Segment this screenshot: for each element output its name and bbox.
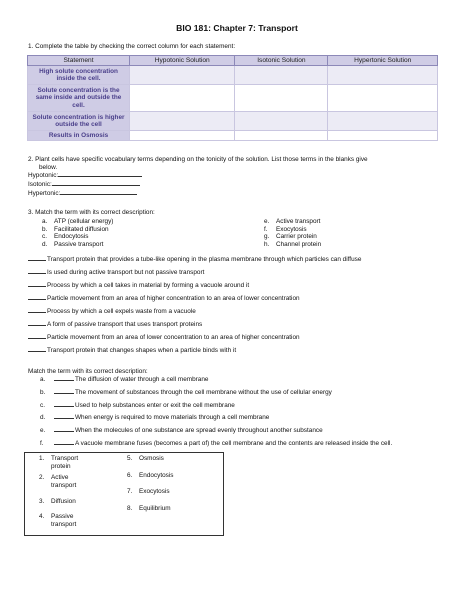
term-item [39, 474, 119, 489]
table-row [28, 85, 438, 112]
match-item [28, 308, 196, 316]
check-cell[interactable] [235, 112, 328, 131]
header-hypertonic: Hypertonic Solution [328, 56, 438, 66]
term-text: Endocytosis [139, 471, 174, 479]
hypertonic-blank[interactable] [60, 194, 137, 195]
term-text: Passive transport [51, 513, 77, 529]
check-cell[interactable] [235, 85, 328, 112]
match-item [28, 334, 300, 342]
term-box [24, 452, 224, 536]
statement-cell: Results in Osmosis [28, 131, 130, 141]
question-1-prompt: 1. Complete the table by checking the correct column for each statement: [28, 43, 236, 50]
answer-blank[interactable] [54, 431, 74, 432]
term-letter: a. [42, 218, 48, 225]
term-letter: e. [264, 218, 270, 225]
answer-blank[interactable] [28, 286, 46, 287]
term-text: Channel protein [276, 241, 322, 249]
item-letter: b. [40, 389, 46, 396]
term-item [127, 472, 219, 480]
term-item [264, 233, 321, 241]
match-item [40, 414, 269, 422]
term-number: 6. [127, 471, 133, 479]
match-text: Transport protein that provides a tube-like opening in the plasma membrane through which particles can diffuse [47, 256, 362, 263]
match-text: Is used during active transport but not passive transport [47, 269, 205, 276]
term-number: 5. [127, 455, 133, 462]
match-text: The movement of substances through the cell membrane without the use of cellular energy [75, 389, 332, 396]
match-text: Process by which a cell takes in material by forming a vacuole around it [47, 282, 250, 289]
match-item [40, 402, 235, 410]
header-hypotonic: Hypotonic Solution [130, 56, 235, 66]
term-text: Transport protein [51, 455, 79, 470]
check-cell[interactable] [328, 66, 438, 85]
match-item [28, 321, 202, 329]
match-text: Used to help substances enter or exit the cell membrane [75, 402, 235, 409]
term-number: 3. [39, 497, 45, 505]
term-item [127, 455, 219, 463]
match-text: Particle movement from an area of higher concentration to an area of lower concentration [47, 295, 300, 302]
term-letter: b. [42, 225, 48, 233]
term-number: 7. [127, 488, 133, 496]
statement-cell: High solute concentration inside the cell. [28, 66, 130, 85]
term-item [264, 226, 321, 234]
term-letter: g. [264, 233, 270, 241]
tonicity-table [27, 55, 438, 141]
match-item [40, 389, 332, 397]
term-number: 4. [39, 513, 45, 521]
term-text: Passive transport [54, 241, 104, 249]
match-item [40, 427, 323, 435]
match-text: When energy is required to move materials through a cell membrane [75, 414, 270, 421]
match-text: Particle movement from an area of lower concentration to an area of higher concentration [47, 334, 300, 341]
match-item [28, 347, 236, 355]
term-item [42, 218, 113, 226]
isotonic-row [28, 181, 140, 189]
table-header-row [28, 56, 438, 66]
match-item [28, 256, 361, 264]
header-statement: Statement [28, 56, 130, 66]
term-letter: f. [264, 225, 268, 233]
term-number: 8. [127, 505, 133, 513]
check-cell[interactable] [235, 131, 328, 141]
term-item [39, 498, 119, 506]
match-text: When the molecules of one substance are spread evenly throughout another substance [75, 427, 323, 434]
term-text: Diffusion [51, 497, 76, 505]
answer-blank[interactable] [28, 351, 46, 352]
statement-cell: Solute concentration is the same inside and outside the cell. [28, 85, 130, 112]
term-text: Equilibrium [139, 505, 171, 513]
hypertonic-row [28, 190, 137, 198]
item-letter: d. [40, 414, 46, 421]
answer-blank[interactable] [28, 312, 46, 313]
check-cell[interactable] [130, 131, 235, 141]
match-text: A form of passive transport that uses transport proteins [47, 321, 203, 328]
match-text: A vacuole membrane fuses (becomes a part of) the cell membrane and the contents are released inside the cell. [75, 440, 393, 447]
term-list-right [264, 218, 321, 249]
answer-blank[interactable] [54, 380, 74, 381]
answer-blank[interactable] [54, 418, 74, 419]
question-3-prompt: 3. Match the term with its correct description: [28, 209, 155, 216]
hypotonic-label: Hypotonic: [28, 172, 59, 179]
check-cell[interactable] [130, 85, 235, 112]
term-item [42, 233, 113, 241]
hypotonic-row [28, 172, 142, 180]
match-text: Transport protein that changes shapes when a particle binds with it [47, 347, 237, 354]
isotonic-blank[interactable] [52, 185, 140, 186]
isotonic-label: Isotonic: [28, 181, 52, 188]
term-text: Carrier protein [276, 233, 317, 241]
table-row [28, 131, 438, 141]
answer-blank[interactable] [28, 260, 46, 261]
term-item [39, 513, 119, 528]
answer-blank[interactable] [28, 273, 46, 274]
check-cell[interactable] [130, 66, 235, 85]
term-letter: c. [42, 233, 47, 241]
term-column-left [25, 453, 124, 536]
match-item [28, 269, 204, 277]
hypotonic-blank[interactable] [58, 176, 142, 177]
term-text: Osmosis [139, 455, 164, 462]
match-item [40, 440, 392, 448]
check-cell[interactable] [130, 112, 235, 131]
match-text: Process by which a cell expels waste from a vacuole [47, 308, 196, 315]
term-letter: d. [42, 241, 48, 249]
term-text: Active transport [51, 474, 77, 490]
table-row [28, 66, 438, 85]
question-2-prompt: 2. Plant cells have specific vocabulary terms depending on the tonicity of the solution. List those terms in the blanks give [28, 156, 368, 163]
term-number: 2. [39, 474, 45, 482]
term-column-right [123, 453, 224, 536]
check-cell[interactable] [235, 66, 328, 85]
check-cell[interactable] [328, 131, 438, 141]
term-item [42, 226, 113, 234]
item-letter: a. [40, 376, 46, 383]
term-list-left [42, 218, 113, 249]
term-item [42, 241, 113, 249]
question-4-prompt: Match the term with its correct description: [28, 368, 148, 375]
term-item [39, 455, 119, 470]
hypertonic-label: Hypertonic: [28, 190, 61, 197]
answer-blank[interactable] [28, 325, 46, 326]
match-text: The diffusion of water through a cell membrane [75, 376, 209, 383]
term-letter: h. [264, 241, 270, 249]
item-letter: f. [40, 440, 44, 447]
term-item [264, 241, 321, 249]
term-item [127, 505, 219, 513]
statement-cell: Solute concentration is higher outside the cell [28, 112, 130, 131]
term-item [127, 488, 219, 496]
term-text: Facilitated diffusion [54, 225, 109, 233]
term-number: 1. [39, 455, 45, 462]
answer-blank[interactable] [54, 406, 74, 407]
question-2-prompt-cont: below. [39, 164, 58, 171]
check-cell[interactable] [328, 85, 438, 112]
term-text: Active transport [276, 218, 321, 225]
term-text: Exocytosis [139, 488, 170, 496]
header-isotonic: Isotonic Solution [235, 56, 328, 66]
check-cell[interactable] [328, 112, 438, 131]
term-text: Endocytosis [54, 233, 89, 241]
page-title: BIO 181: Chapter 7: Transport [176, 23, 298, 33]
term-text: Exocytosis [276, 225, 307, 233]
term-item [264, 218, 321, 226]
answer-blank[interactable] [54, 393, 74, 394]
term-text: ATP (cellular energy) [54, 218, 114, 225]
answer-blank[interactable] [28, 338, 46, 339]
table-row [28, 112, 438, 131]
match-item [28, 282, 249, 290]
item-letter: c. [40, 402, 45, 409]
match-item [28, 295, 300, 303]
match-item [40, 376, 208, 384]
answer-blank[interactable] [54, 444, 74, 445]
answer-blank[interactable] [28, 299, 46, 300]
item-letter: e. [40, 427, 46, 434]
